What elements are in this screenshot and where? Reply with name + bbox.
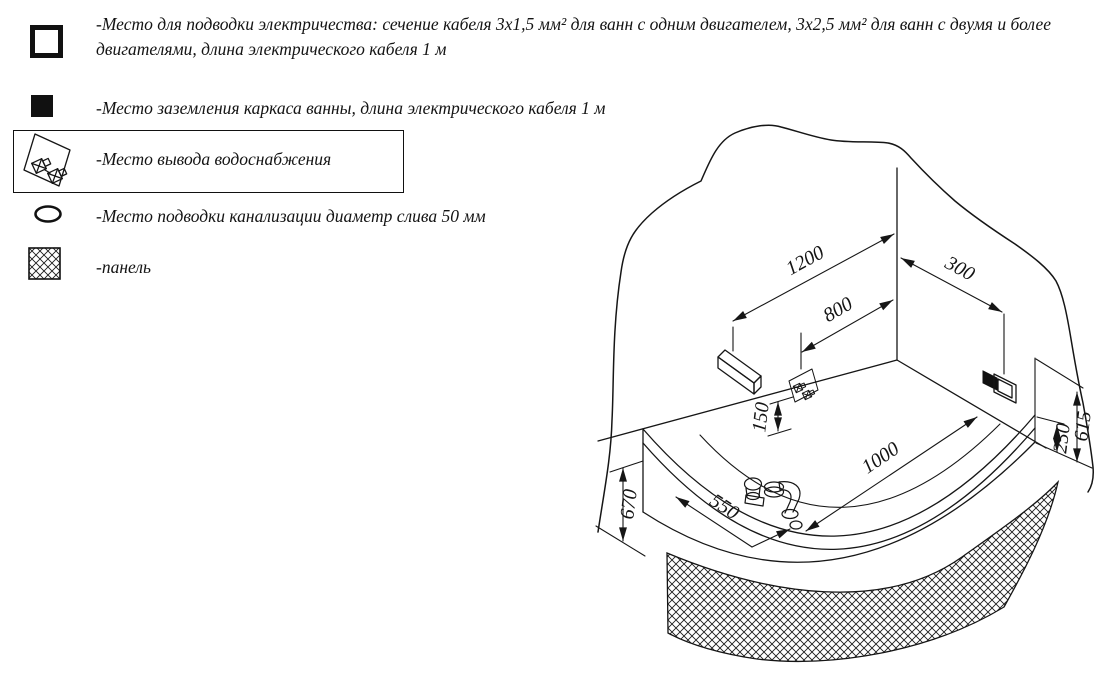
dim-label-670: 670 — [616, 488, 642, 521]
dim-label-550: 550 — [705, 489, 743, 525]
drain-siphon-symbol — [745, 478, 803, 529]
dim-label-615: 615 — [1070, 410, 1096, 443]
legend-grounding-label: -Место заземления каркаса ванны, длина электрического кабеля 1 м — [96, 98, 606, 118]
dim-label-800: 800 — [819, 292, 857, 327]
dim-label-1000: 1000 — [857, 437, 904, 479]
dim-800 — [801, 293, 893, 369]
wall-outline — [598, 125, 1096, 532]
dim-label-300: 300 — [941, 251, 979, 286]
legend-drain-label: -Место подводки канализации диаметр слива 50 мм — [96, 206, 486, 226]
legend-water-label: -Место вывода водоснабжения — [96, 149, 332, 169]
dim-550 — [676, 490, 790, 547]
electric-connection-box — [718, 350, 761, 394]
legend-panel-label: -панель — [96, 257, 151, 277]
dim-670 — [596, 461, 645, 556]
dim-label-1200: 1200 — [782, 241, 828, 280]
dim-250 — [1037, 417, 1075, 454]
dim-1200 — [733, 234, 894, 351]
dim-300 — [901, 251, 1004, 374]
dim-150 — [748, 397, 793, 436]
dim-label-250: 250 — [1049, 422, 1075, 455]
bathtub — [643, 415, 1035, 562]
dim-1000 — [806, 417, 977, 531]
dim-label-150: 150 — [748, 401, 774, 434]
legend-electric-label: -Место для подводки электричества: сечение кабеля 3х1,5 мм² для ванн с одним двигателем, 3х2,5 мм² для ванн с двумя и более двигателями, длина электрического кабеля 1 м — [96, 14, 1051, 60]
